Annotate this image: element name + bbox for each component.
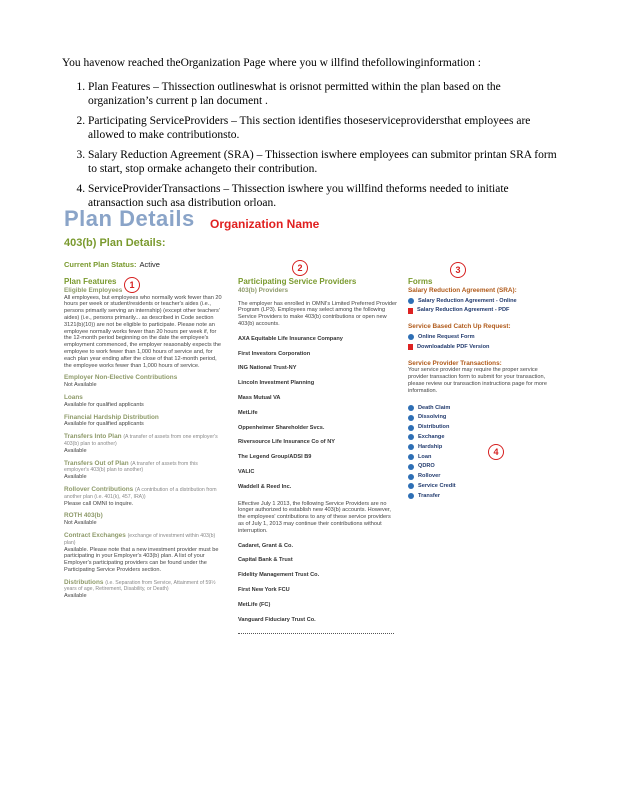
transaction-link[interactable] <box>408 483 554 490</box>
pdf-icon <box>408 344 413 350</box>
provider-item[interactable]: MetLife (FC) <box>238 601 271 608</box>
provider-item[interactable]: MetLife <box>238 409 258 416</box>
providers-column <box>238 279 398 634</box>
divider <box>238 633 394 634</box>
intro-item <box>88 80 562 108</box>
provider-item[interactable]: Capital Bank & Trust <box>238 557 293 564</box>
feature-section <box>64 375 224 389</box>
arrow-circle-icon <box>408 454 414 460</box>
feature-note: (exchange of investment within 403(b) plan) <box>64 532 216 546</box>
link-label: Loan <box>418 453 432 460</box>
providers-subheading: 403(b) Providers <box>238 286 289 294</box>
provider-item[interactable]: Riversource Life Insurance Co of NY <box>238 439 335 446</box>
feature-title: Financial Hardship Distribution <box>64 413 159 421</box>
arrow-circle-icon <box>408 405 414 411</box>
transaction-link[interactable] <box>408 473 554 480</box>
arrow-circle-icon <box>408 493 414 499</box>
intro-section <box>62 56 562 216</box>
link-label: QDRO <box>418 463 435 470</box>
feature-text: Available. Please note that a new investment provider must be participating in your Employer's 403(b) plan. A list of your Employer's participating providers can be found under the Participating Service Providers section. <box>64 546 219 573</box>
arrow-circle-icon <box>408 334 414 340</box>
feature-section <box>64 288 224 370</box>
feature-section <box>64 487 224 507</box>
feature-title-text: Distributions <box>64 578 104 586</box>
forms-heading: Forms <box>408 277 433 286</box>
arrow-circle-icon <box>408 483 414 489</box>
provider-item[interactable]: Oppenheimer Shareholder Svcs. <box>238 424 325 431</box>
intro-item <box>88 114 562 142</box>
intro-item-text: – Thissection outlineswhat is orisnot permitted within the plan based on the organization’s current p lan document . <box>88 81 501 107</box>
intro-list <box>62 80 562 210</box>
pdf-icon <box>408 308 413 314</box>
providers-notice: Effective July 1 2013, the following Service Providers are no longer authorized to establish new 403(b) accounts. However, the employees' contributions to any of these service providers as of July 1, 2013 may continue their contributions without interruption. <box>238 500 391 534</box>
link-label: Dissolving <box>418 414 447 421</box>
legacy-provider-list <box>238 543 398 624</box>
transaction-link[interactable] <box>408 493 554 500</box>
provider-list <box>238 336 398 491</box>
transaction-list <box>408 405 554 500</box>
provider-item[interactable]: Vanguard Fiduciary Trust Co. <box>238 616 316 623</box>
annotation-marker-2: 2 <box>292 260 308 276</box>
feature-title: Eligible Employees <box>64 286 123 294</box>
transactions-title: Service Provider Transactions: <box>408 359 502 367</box>
link-label: Exchange <box>418 433 445 440</box>
annotation-marker-3: 3 <box>450 262 466 278</box>
link-label: Salary Reduction Agreement - PDF <box>417 307 510 314</box>
feature-section <box>64 461 224 481</box>
feature-section <box>64 580 224 600</box>
feature-title-text: Transfers Out of Plan <box>64 459 129 467</box>
plan-status <box>64 260 160 269</box>
feature-note: (A transfer of assets from this employer's 403(b) plan to another) <box>64 460 198 474</box>
feature-title <box>64 434 224 448</box>
feature-section <box>64 415 224 429</box>
link-label: Transfer <box>418 492 441 499</box>
plan-features-column <box>64 279 224 600</box>
catchup-title: Service Based Catch Up Request: <box>408 323 511 331</box>
intro-item-text: – Thissection iswhere you willfind theforms needed to initiate atransaction such asa distribution orloan. <box>88 183 509 209</box>
transaction-link[interactable] <box>408 405 554 412</box>
link-label: Hardship <box>418 443 443 450</box>
feature-text: All employees, but employees who normally work fewer than 20 hours per week or student/residents or teacher's aides (i.e., persons primarily serving an internship) (except other teachers' aides) (i.e., persons primarily... as described in Code section 3121(b)(10)) are not be eligible to participate. Please note an employee normally works fewer than 20 hours per week if, for the 12-month period beginning on the date the employee's employment commenced, the employer reasonably expects the employee to work fewer than 1,000 hours of service and, for each plan year ending after the close of that 12-month period, the employee works fewer than 1,000 hours of service. <box>64 294 222 369</box>
embedded-plan-details-screenshot <box>64 206 554 666</box>
feature-section <box>64 395 224 409</box>
provider-item[interactable]: Waddell & Reed Inc. <box>238 483 292 490</box>
feature-title: Employer Non-Elective Contributions <box>64 374 178 382</box>
catchup-online-link[interactable] <box>408 334 554 341</box>
transaction-link[interactable] <box>408 414 554 421</box>
feature-note: (A transfer of assets from one employer's 403(b) plan to another) <box>64 434 218 447</box>
provider-item[interactable]: First New York FCU <box>238 586 290 593</box>
link-label: Death Claim <box>418 404 451 411</box>
intro-item-title: ServiceProviderTransactions <box>88 183 221 195</box>
provider-item[interactable]: The Legend Group/ADSI B9 <box>238 454 312 461</box>
plan-features-heading: Plan Features <box>64 277 117 286</box>
provider-item[interactable]: Mass Mutual VA <box>238 394 281 401</box>
feature-title <box>64 487 224 501</box>
catchup-pdf-link[interactable] <box>408 344 554 351</box>
feature-title-text: Transfers Into Plan <box>64 433 122 441</box>
feature-text: Available for qualified applicants <box>64 401 144 408</box>
transaction-link[interactable] <box>408 434 554 441</box>
provider-item[interactable]: AXA Equitable Life Insurance Company <box>238 335 343 342</box>
feature-text: Available for qualified applicants <box>64 421 144 428</box>
link-label: Distribution <box>418 424 450 431</box>
intro-lead: You havenow reached theOrganization Page where you w illfind thefollowinginformation : <box>62 57 481 69</box>
link-label: Downloadable PDF Version <box>417 343 490 350</box>
feature-note: (i.e. Separation from Service, Attainment of 59½ years of age, Retirement, Disability, or Death) <box>64 579 216 593</box>
feature-title: ROTH 403(b) <box>64 512 103 520</box>
arrow-circle-icon <box>408 425 414 431</box>
feature-note: (A contribution of a distribution from another plan (i.e. 401(k), 457, IRA)) <box>64 486 217 500</box>
feature-section <box>64 434 224 454</box>
forms-column <box>408 279 554 500</box>
provider-item[interactable]: VALIC <box>238 468 255 475</box>
feature-title <box>64 461 224 475</box>
link-label: Rollover <box>418 473 441 480</box>
annotation-marker-1: 1 <box>124 277 140 293</box>
arrow-circle-icon <box>408 444 414 450</box>
link-label: Service Credit <box>418 482 456 489</box>
sra-title: Salary Reduction Agreement (SRA): <box>408 286 517 294</box>
feature-title: Loans <box>64 393 83 401</box>
annotation-marker-4: 4 <box>488 444 504 460</box>
feature-title-text: Contract Exchanges <box>64 531 126 539</box>
plan-status-value: Active <box>139 260 160 269</box>
provider-item[interactable]: Lincoln Investment Planning <box>238 380 315 387</box>
providers-heading: Participating Service Providers <box>238 277 357 286</box>
feature-text: Available <box>64 593 87 600</box>
provider-item[interactable]: First Investors Corporation <box>238 350 311 357</box>
transaction-link[interactable] <box>408 424 554 431</box>
providers-blurb: The employer has enrolled in OMNI's Limited Preferred Provider Program (LP3). Employees may select among the following Service Providers to make 403(b) contributions or open new 403(b) accounts. <box>238 300 398 327</box>
provider-item[interactable]: Cadaret, Grant & Co. <box>238 542 294 549</box>
arrow-circle-icon <box>408 415 414 421</box>
intro-item-text: – Thissection iswhere employees can submitor printan SRA form to start, stop ormake achangeto their contribution. <box>88 149 557 175</box>
feature-title <box>64 580 224 594</box>
sra-pdf-link[interactable] <box>408 307 554 314</box>
provider-item[interactable]: ING National Trust-NY <box>238 365 297 372</box>
feature-text: Please call OMNI to inquire. <box>64 500 134 507</box>
intro-item-text: – This section identifies thoseserviceprovidersthat employees are allowed to make contributionsto. <box>88 115 531 141</box>
transaction-link[interactable] <box>408 454 554 461</box>
intro-item-title: Plan Features <box>88 81 151 93</box>
page-title: Plan Details <box>64 206 195 231</box>
plan-subtitle: 403(b) Plan Details: <box>64 237 166 249</box>
transaction-link[interactable] <box>408 463 554 470</box>
sra-online-link[interactable] <box>408 298 554 305</box>
plan-status-label: Current Plan Status: <box>64 260 137 269</box>
provider-item[interactable]: Fidelity Management Trust Co. <box>238 572 320 579</box>
arrow-circle-icon <box>408 464 414 470</box>
feature-title <box>64 533 224 547</box>
transactions-blurb: Your service provider may require the proper service provider transaction form to submit for your transaction, please review our transaction instructions page for more information. <box>408 367 547 394</box>
arrow-circle-icon <box>408 298 414 304</box>
link-label: Online Request Form <box>418 333 475 340</box>
feature-text: Not Available <box>64 520 97 527</box>
feature-text: Available <box>64 474 87 481</box>
intro-item <box>88 148 562 176</box>
feature-text: Available <box>64 447 87 454</box>
intro-item-title: Participating ServiceProviders <box>88 115 229 127</box>
feature-text: Not Available <box>64 382 97 389</box>
transaction-link[interactable] <box>408 444 554 451</box>
link-label: Salary Reduction Agreement - Online <box>418 297 517 304</box>
feature-section <box>64 513 224 527</box>
intro-item-title: Salary Reduction Agreement (SRA) <box>88 149 254 161</box>
arrow-circle-icon <box>408 474 414 480</box>
feature-title-text: Rollover Contributions <box>64 485 134 493</box>
arrow-circle-icon <box>408 434 414 440</box>
feature-section <box>64 533 224 574</box>
organization-name: Organization Name <box>210 217 320 231</box>
